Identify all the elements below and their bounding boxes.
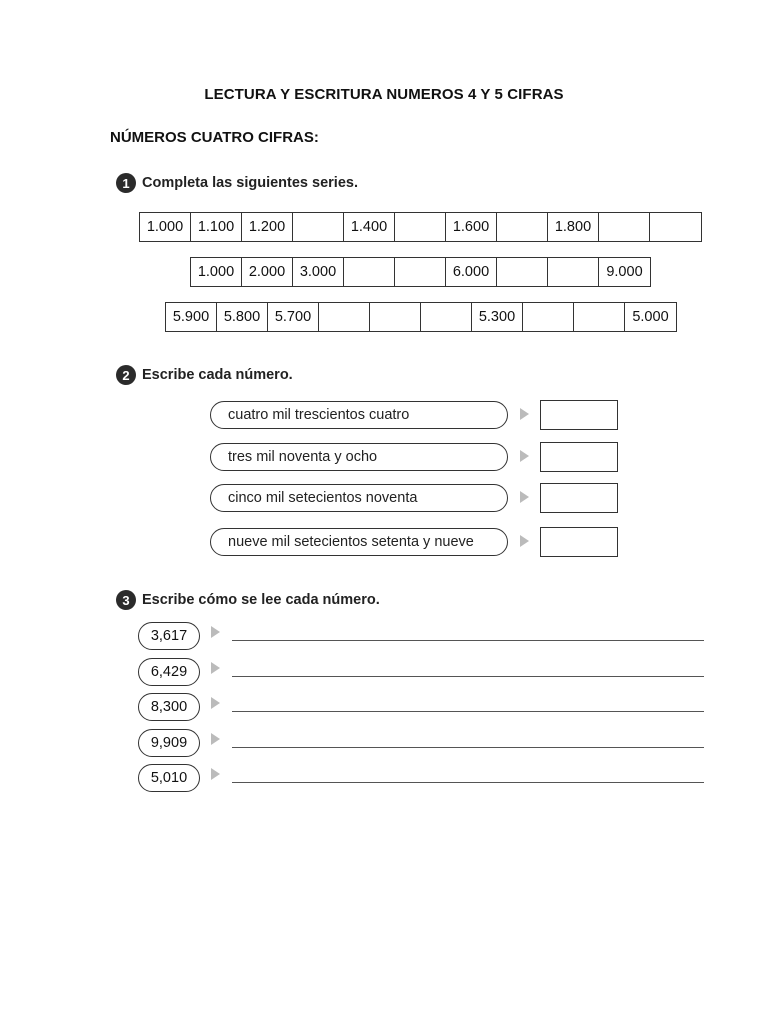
series-blank-cell[interactable] <box>421 303 472 331</box>
answer-box[interactable] <box>540 483 618 513</box>
series-cell: 5.300 <box>472 303 523 331</box>
exercise-instruction: Completa las siguientes series. <box>142 175 358 191</box>
arrow-right-icon <box>211 697 220 709</box>
series-cell: 1.400 <box>344 213 395 241</box>
series-row-2 <box>190 257 651 287</box>
series-blank-cell[interactable] <box>574 303 625 331</box>
number-label: 8,300 <box>138 693 200 721</box>
series-blank-cell[interactable] <box>293 213 344 241</box>
exercise-1-header <box>116 173 358 193</box>
series-cell: 5.900 <box>166 303 217 331</box>
number-label: 9,909 <box>138 729 200 757</box>
series-row-3 <box>165 302 677 332</box>
series-cell: 5.800 <box>217 303 268 331</box>
series-cell: 1.000 <box>140 213 191 241</box>
word-number-row <box>210 443 620 473</box>
number-label: 3,617 <box>138 622 200 650</box>
series-blank-cell[interactable] <box>344 258 395 286</box>
arrow-right-icon <box>211 626 220 638</box>
read-number-row <box>138 729 708 759</box>
series-blank-cell[interactable] <box>395 258 446 286</box>
series-blank-cell[interactable] <box>599 213 650 241</box>
series-row-1 <box>139 212 702 242</box>
read-number-row <box>138 622 708 652</box>
series-blank-cell[interactable] <box>319 303 370 331</box>
answer-line[interactable] <box>232 747 704 748</box>
read-number-row <box>138 658 708 688</box>
arrow-right-icon <box>211 733 220 745</box>
series-blank-cell[interactable] <box>497 258 548 286</box>
arrow-right-icon <box>520 450 529 462</box>
section-title: NÚMEROS CUATRO CIFRAS: <box>110 129 319 146</box>
answer-line[interactable] <box>232 782 704 783</box>
series-cell: 1.100 <box>191 213 242 241</box>
answer-line[interactable] <box>232 676 704 677</box>
read-number-row <box>138 764 708 794</box>
series-cell: 1.200 <box>242 213 293 241</box>
exercise-instruction: Escribe cada número. <box>142 367 293 383</box>
series-blank-cell[interactable] <box>650 213 701 241</box>
answer-box[interactable] <box>540 400 618 430</box>
answer-box[interactable] <box>540 527 618 557</box>
exercise-number-badge: 3 <box>116 590 136 610</box>
exercise-3-header <box>116 590 380 610</box>
number-label: 5,010 <box>138 764 200 792</box>
series-cell: 5.000 <box>632 309 669 325</box>
exercise-2-header <box>116 365 293 385</box>
word-number-row <box>210 484 620 514</box>
series-blank-cell[interactable] <box>395 213 446 241</box>
answer-box[interactable] <box>540 442 618 472</box>
series-cell: 5.700 <box>268 303 319 331</box>
number-label: 6,429 <box>138 658 200 686</box>
series-blank-cell[interactable] <box>548 258 599 286</box>
series-cell: 3.000 <box>293 258 344 286</box>
answer-line[interactable] <box>232 640 704 641</box>
arrow-right-icon <box>211 662 220 674</box>
exercise-number-badge: 1 <box>116 173 136 193</box>
document-title: LECTURA Y ESCRITURA NUMEROS 4 Y 5 CIFRAS <box>204 86 564 103</box>
series-cell: 6.000 <box>446 258 497 286</box>
number-words-label: cinco mil setecientos noventa <box>210 484 508 512</box>
word-number-row <box>210 528 620 558</box>
number-words-label: tres mil noventa y ocho <box>210 443 508 471</box>
series-cell: 2.000 <box>242 258 293 286</box>
series-blank-cell[interactable] <box>523 303 574 331</box>
arrow-right-icon <box>211 768 220 780</box>
exercise-instruction: Escribe cómo se lee cada número. <box>142 592 380 608</box>
number-words-label: cuatro mil trescientos cuatro <box>210 401 508 429</box>
series-cell: 1.000 <box>191 258 242 286</box>
series-blank-cell[interactable] <box>497 213 548 241</box>
series-blank-cell[interactable] <box>370 303 421 331</box>
read-number-row <box>138 693 708 723</box>
number-words-label: nueve mil setecientos setenta y nueve <box>210 528 508 556</box>
exercise-number-badge: 2 <box>116 365 136 385</box>
series-cell: 9.000 <box>606 264 643 280</box>
series-cell: 1.800 <box>548 213 599 241</box>
arrow-right-icon <box>520 408 529 420</box>
arrow-right-icon <box>520 535 529 547</box>
series-cell: 1.600 <box>446 213 497 241</box>
answer-line[interactable] <box>232 711 704 712</box>
word-number-row <box>210 401 620 431</box>
arrow-right-icon <box>520 491 529 503</box>
